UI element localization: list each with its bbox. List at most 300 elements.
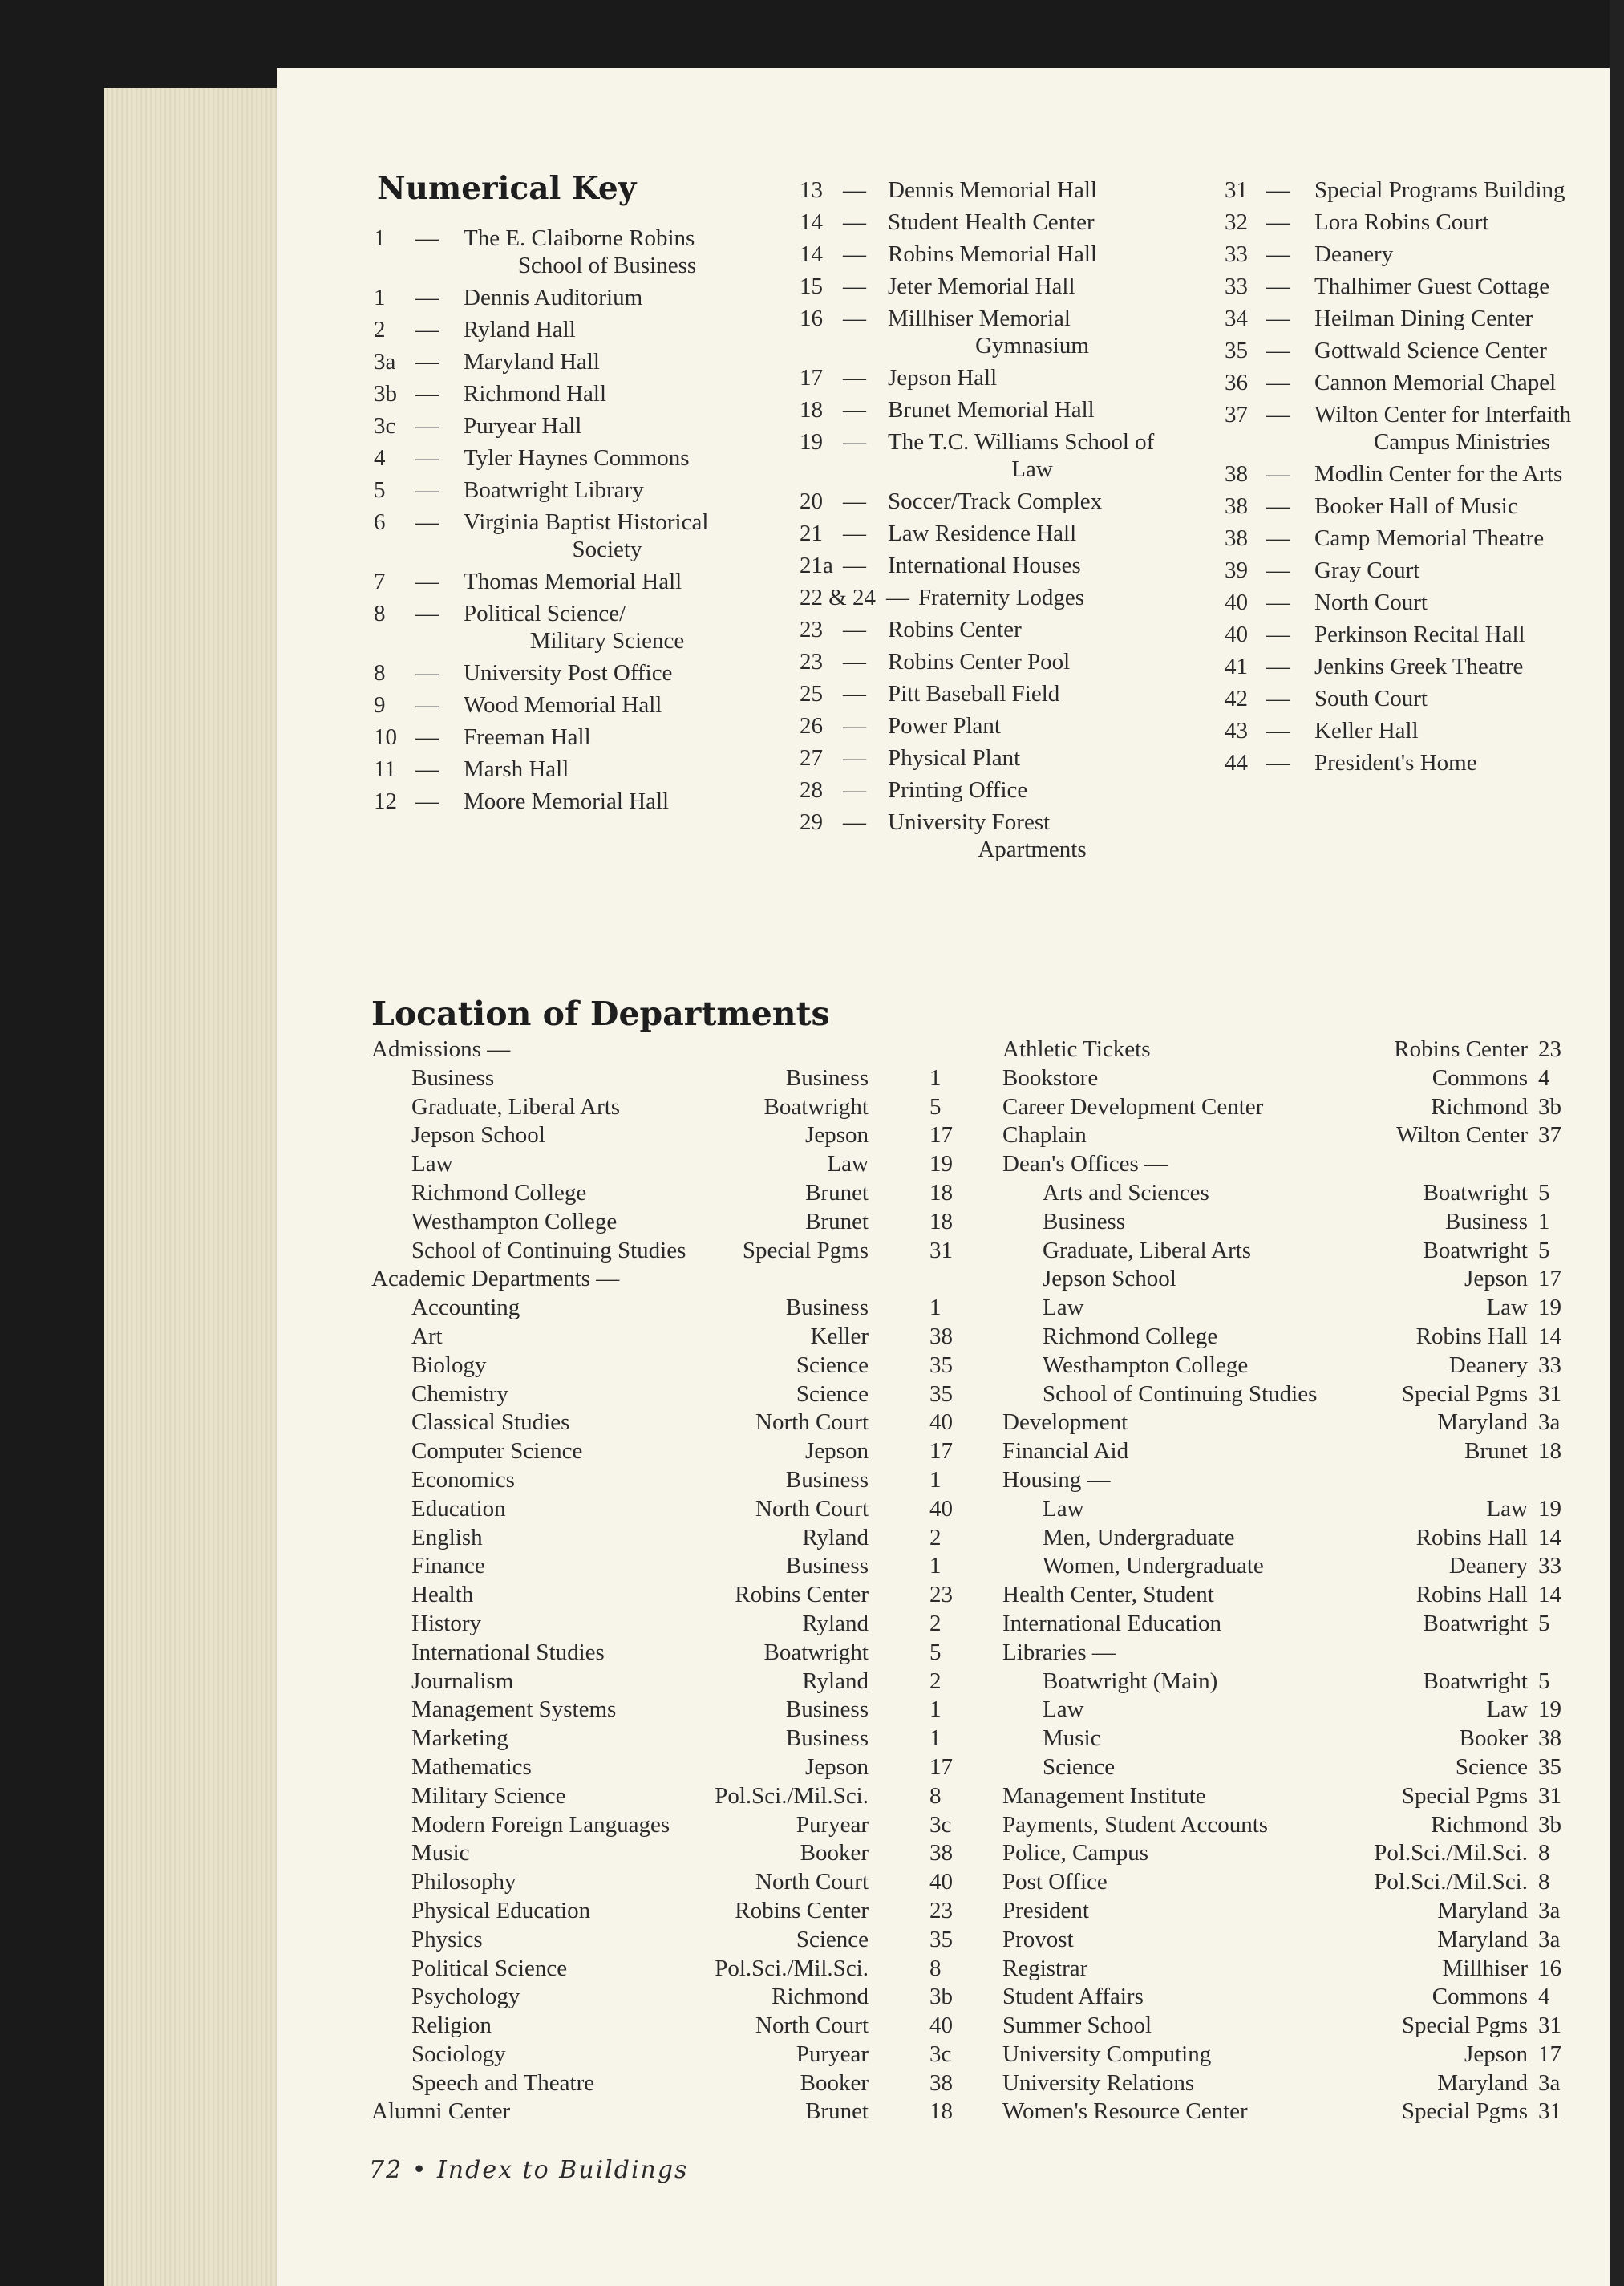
department-building-number: 40 <box>929 2012 953 2039</box>
key-dash: — <box>1266 274 1290 299</box>
department-name: Student Affairs <box>1002 1984 1144 2010</box>
department-row <box>1002 2012 1568 2041</box>
key-entry <box>800 485 1176 517</box>
department-name: Art <box>411 1323 443 1349</box>
department-name: Chemistry <box>411 1380 508 1407</box>
key-number: 21a <box>800 553 833 578</box>
key-number: 44 <box>1225 750 1248 776</box>
department-building-number: 19 <box>929 1151 953 1177</box>
department-name: School of Continuing Studies <box>411 1237 686 1263</box>
department-name: Accounting <box>411 1295 520 1321</box>
department-row <box>371 1639 966 1668</box>
department-building-number: 33 <box>1538 1352 1561 1378</box>
department-name: Chaplain <box>1002 1122 1087 1149</box>
department-building: Jepson <box>1464 2041 1528 2067</box>
key-dash: — <box>1266 686 1290 711</box>
key-entry <box>1225 399 1610 458</box>
key-dash: — <box>415 349 439 375</box>
key-entry <box>800 710 1176 742</box>
department-row <box>1002 1725 1568 1753</box>
key-number: 20 <box>800 488 823 514</box>
key-dash: — <box>415 788 439 814</box>
key-building-name-line: Deanery <box>1314 241 1394 267</box>
department-building: Boatwright <box>1423 1179 1528 1206</box>
department-row <box>371 2041 966 2069</box>
department-building-number: 40 <box>929 1869 953 1895</box>
department-row <box>1002 1524 1568 1553</box>
key-entry <box>1225 715 1610 747</box>
department-row <box>371 1811 966 1840</box>
department-building-number: 5 <box>929 1639 942 1665</box>
department-building-number: 35 <box>929 1352 953 1378</box>
department-building-number: 1 <box>929 1696 942 1723</box>
department-row <box>371 1725 966 1753</box>
key-entry <box>1225 270 1610 302</box>
department-name: Biology <box>411 1352 487 1378</box>
key-entry <box>800 394 1176 426</box>
department-building-number: 3c <box>929 1811 952 1838</box>
department-row <box>1002 2098 1568 2126</box>
department-name: Westhampton College <box>411 1208 618 1234</box>
key-entry <box>1225 302 1610 334</box>
department-building: Ryland <box>802 1610 869 1636</box>
department-building-number: 38 <box>929 2069 953 2096</box>
department-building: Keller <box>810 1323 869 1349</box>
department-building: Jepson <box>805 1122 869 1149</box>
key-entry <box>800 582 1176 614</box>
department-building-number: 16 <box>1538 1955 1561 1981</box>
key-number: 23 <box>800 617 823 642</box>
department-row <box>1002 1237 1568 1266</box>
key-building-name-line-2: Apartments <box>978 837 1087 862</box>
department-row <box>371 1036 966 1064</box>
department-building: North Court <box>755 1495 869 1522</box>
key-number: 36 <box>1225 370 1248 395</box>
department-building-number: 2 <box>929 1524 942 1550</box>
department-building-number: 23 <box>929 1897 953 1923</box>
key-number: 21 <box>800 521 823 546</box>
department-name: International Education <box>1002 1610 1221 1636</box>
department-building: Law <box>1486 1696 1528 1723</box>
department-building: Commons <box>1432 1984 1528 2010</box>
key-entry <box>800 549 1176 582</box>
key-dash: — <box>415 225 439 251</box>
department-building: Special Pgms <box>1401 2012 1528 2039</box>
department-name: Economics <box>411 1466 515 1493</box>
department-name: Boatwright (Main) <box>1043 1668 1218 1694</box>
key-number: 14 <box>800 209 823 235</box>
department-building: Deanery <box>1448 1553 1528 1579</box>
department-building-number: 17 <box>929 1753 953 1780</box>
department-building: Robins Center <box>735 1897 869 1923</box>
department-row <box>371 1352 966 1380</box>
department-name: Mathematics <box>411 1753 532 1780</box>
department-building-number: 5 <box>1538 1179 1550 1206</box>
department-building: Robins Center <box>735 1582 869 1608</box>
department-row <box>371 2098 966 2126</box>
key-dash: — <box>843 306 866 331</box>
department-name: Financial Aid <box>1002 1438 1129 1465</box>
key-number: 42 <box>1225 686 1248 711</box>
key-building-name-line: Cannon Memorial Chapel <box>1314 370 1557 395</box>
department-building: Boatwright <box>1423 1237 1528 1263</box>
department-row <box>371 1466 966 1495</box>
key-entry <box>1225 618 1610 651</box>
key-number: 1 <box>374 225 386 251</box>
key-building-name-line-2: School of Business <box>517 253 697 278</box>
key-number: 1 <box>374 285 386 310</box>
key-building-name-line: North Court <box>1314 590 1428 615</box>
department-building-number: 19 <box>1538 1696 1561 1723</box>
department-building: Ryland <box>802 1524 869 1550</box>
key-dash: — <box>1266 338 1290 363</box>
key-building-name-line: Jenkins Greek Theatre <box>1314 654 1524 679</box>
department-row <box>371 1495 966 1524</box>
department-row <box>371 1668 966 1696</box>
key-number: 37 <box>1225 402 1248 428</box>
key-dash: — <box>1266 461 1290 487</box>
key-number: 4 <box>374 445 386 471</box>
department-row <box>371 1237 966 1266</box>
key-dash: — <box>415 317 439 342</box>
department-building-number: 23 <box>929 1582 953 1608</box>
key-dash: — <box>1266 557 1290 583</box>
department-building: Brunet <box>805 1179 869 1206</box>
department-row <box>371 1955 966 1984</box>
key-dash: — <box>415 413 439 439</box>
key-entry <box>800 517 1176 549</box>
department-building: Wilton Center <box>1396 1122 1528 1149</box>
key-building-name-line: Puryear Hall <box>464 413 582 439</box>
key-entry <box>374 657 751 689</box>
numerical-key-column-1 <box>374 222 751 817</box>
department-row <box>1002 1064 1568 1093</box>
department-building: Pol.Sci./Mil.Sci. <box>1374 1840 1528 1866</box>
key-entry <box>1225 522 1610 554</box>
department-name: History <box>411 1610 481 1636</box>
key-building-name-line: The E. Claiborne Robins <box>464 225 695 251</box>
key-building-name-line: Lora Robins Court <box>1314 209 1489 235</box>
key-building-name-line: Jeter Memorial Hall <box>888 274 1075 299</box>
key-entry <box>1225 238 1610 270</box>
department-name: Management Institute <box>1002 1782 1206 1809</box>
key-building-name-line: Keller Hall <box>1314 718 1419 744</box>
department-name: Housing — <box>1002 1466 1111 1493</box>
department-building-number: 17 <box>1538 1266 1561 1292</box>
department-building-number: 8 <box>929 1782 942 1809</box>
key-entry <box>374 565 751 598</box>
department-name: Journalism <box>411 1668 514 1694</box>
department-name: Libraries — <box>1002 1639 1116 1665</box>
department-name: Management Systems <box>411 1696 617 1723</box>
key-entry <box>800 774 1176 806</box>
key-dash: — <box>843 553 866 578</box>
department-building: Boatwright <box>763 1093 869 1120</box>
key-number: 18 <box>800 397 823 423</box>
department-name: International Studies <box>411 1639 605 1665</box>
key-entry <box>800 206 1176 238</box>
department-building-number: 1 <box>1538 1208 1550 1234</box>
key-building-name-line: Gottwald Science Center <box>1314 338 1547 363</box>
department-row <box>1002 2069 1568 2098</box>
department-name: Speech and Theatre <box>411 2069 595 2096</box>
department-building-number: 8 <box>1538 1869 1550 1895</box>
key-dash: — <box>1266 306 1290 331</box>
key-dash: — <box>843 649 866 675</box>
department-building: Boatwright <box>1423 1610 1528 1636</box>
department-name: Sociology <box>411 2041 506 2067</box>
key-building-name-line: Printing Office <box>888 777 1028 803</box>
key-entry <box>800 614 1176 646</box>
key-building-name-line: University Forest <box>888 809 1051 835</box>
key-entry <box>800 742 1176 774</box>
key-dash: — <box>415 692 439 718</box>
department-building: North Court <box>755 2012 869 2039</box>
key-number: 22 & 24 <box>800 585 877 610</box>
department-building-number: 3c <box>929 2041 952 2067</box>
department-building: Brunet <box>805 2098 869 2125</box>
key-building-name-line-2: Law <box>1011 456 1053 482</box>
key-entry <box>374 721 751 753</box>
key-building-name-line: Virginia Baptist Historical <box>464 509 709 535</box>
key-dash: — <box>1266 241 1290 267</box>
department-building-number: 3a <box>1538 1897 1561 1923</box>
key-entry <box>1225 651 1610 683</box>
key-number: 8 <box>374 660 386 686</box>
department-name: Modern Foreign Languages <box>411 1811 670 1838</box>
department-name: School of Continuing Studies <box>1043 1380 1318 1407</box>
department-row <box>371 1437 966 1466</box>
key-number: 12 <box>374 788 397 814</box>
department-building: Ryland <box>802 1668 869 1694</box>
department-building-number: 14 <box>1538 1582 1561 1608</box>
department-building: Robins Hall <box>1415 1582 1528 1608</box>
key-entry <box>374 785 751 817</box>
department-row <box>371 1897 966 1926</box>
department-building: Law <box>1486 1495 1528 1522</box>
department-building: Booker <box>1459 1725 1528 1752</box>
key-dash: — <box>843 777 866 803</box>
key-dash: — <box>843 713 866 739</box>
department-building-number: 40 <box>929 1409 953 1436</box>
department-name: University Relations <box>1002 2069 1195 2096</box>
department-name: Music <box>411 1840 470 1866</box>
page-footer: 72 • Index to Buildings <box>369 2156 689 2184</box>
department-name: Law <box>411 1151 453 1177</box>
key-number: 38 <box>1225 525 1248 551</box>
department-row <box>371 1926 966 1955</box>
department-row <box>371 1782 966 1811</box>
key-building-name-line: Pitt Baseball Field <box>888 681 1060 707</box>
key-number: 27 <box>800 745 823 771</box>
key-entry <box>374 282 751 314</box>
key-entry <box>374 689 751 721</box>
department-name: Admissions — <box>371 1036 511 1062</box>
key-entry <box>374 753 751 785</box>
key-building-name-line: Maryland Hall <box>464 349 600 375</box>
department-row <box>371 1208 966 1237</box>
department-row <box>1002 1466 1568 1495</box>
department-row <box>1002 1294 1568 1323</box>
department-name: Dean's Offices — <box>1002 1151 1168 1177</box>
key-entry <box>1225 683 1610 715</box>
key-entry <box>1225 334 1610 367</box>
department-row <box>371 1380 966 1409</box>
key-number: 2 <box>374 317 386 342</box>
key-number: 38 <box>1225 461 1248 487</box>
key-building-name-line: Moore Memorial Hall <box>464 788 670 814</box>
department-name: Health <box>411 1582 474 1608</box>
department-name: Richmond College <box>411 1179 587 1206</box>
key-number: 14 <box>800 241 823 267</box>
department-building-number: 2 <box>929 1668 942 1694</box>
department-name: Finance <box>411 1553 485 1579</box>
department-row <box>1002 1495 1568 1524</box>
department-building: North Court <box>755 1869 869 1895</box>
department-row <box>1002 1811 1568 1840</box>
key-entry <box>374 474 751 506</box>
department-building-number: 17 <box>929 1122 953 1149</box>
numerical-key-column-2 <box>800 174 1176 865</box>
key-entry <box>1225 747 1610 779</box>
department-building: Richmond <box>1431 1811 1528 1838</box>
key-number: 33 <box>1225 241 1248 267</box>
department-row <box>371 1179 966 1208</box>
department-building-number: 4 <box>1538 1984 1550 2010</box>
key-dash: — <box>415 285 439 310</box>
department-building: Millhiser <box>1442 1955 1528 1981</box>
key-number: 3a <box>374 349 396 375</box>
key-number: 6 <box>374 509 386 535</box>
key-dash: — <box>843 617 866 642</box>
department-row <box>1002 1552 1568 1581</box>
key-dash: — <box>843 681 866 707</box>
department-row <box>371 1552 966 1581</box>
key-building-name-line: Student Health Center <box>888 209 1095 235</box>
key-building-name-line: Dennis Memorial Hall <box>888 177 1097 203</box>
key-building-name-line: Wood Memorial Hall <box>464 692 662 718</box>
department-row <box>1002 1179 1568 1208</box>
department-row <box>1002 1208 1568 1237</box>
key-building-name-line: Robins Memorial Hall <box>888 241 1097 267</box>
department-row <box>371 2012 966 2041</box>
department-building-number: 3a <box>1538 1926 1561 1952</box>
key-dash: — <box>1266 750 1290 776</box>
key-dash: — <box>1266 370 1290 395</box>
department-building: Special Pgms <box>742 1237 869 1263</box>
department-building: Maryland <box>1437 1409 1528 1436</box>
department-name: Academic Departments — <box>371 1266 620 1292</box>
department-building-number: 35 <box>929 1926 953 1952</box>
key-number: 23 <box>800 649 823 675</box>
department-building: Brunet <box>1464 1438 1528 1465</box>
department-name: President <box>1002 1897 1089 1923</box>
key-dash: — <box>415 509 439 535</box>
department-building: Jepson <box>805 1753 869 1780</box>
department-building: Richmond <box>1431 1093 1528 1120</box>
key-dash: — <box>843 745 866 771</box>
key-building-name-line-2: Society <box>572 537 642 562</box>
department-row <box>371 1581 966 1610</box>
department-building: Business <box>1444 1208 1528 1234</box>
department-building-number: 38 <box>929 1323 953 1349</box>
department-name: Military Science <box>411 1782 566 1809</box>
department-row <box>1002 1437 1568 1466</box>
department-building: Business <box>785 1064 869 1091</box>
department-row <box>371 1408 966 1437</box>
key-dash: — <box>1266 402 1290 428</box>
department-row <box>1002 1323 1568 1352</box>
department-row <box>371 1610 966 1639</box>
key-entry <box>800 678 1176 710</box>
department-building: Boatwright <box>1423 1668 1528 1694</box>
department-building: Booker <box>800 2069 869 2096</box>
department-building: Special Pgms <box>1401 2098 1528 2125</box>
department-row <box>371 1983 966 2012</box>
department-building-number: 8 <box>1538 1840 1550 1866</box>
department-building-number: 37 <box>1538 1122 1561 1149</box>
department-building-number: 14 <box>1538 1323 1561 1349</box>
key-building-name-line: The T.C. Williams School of <box>888 429 1155 455</box>
key-number: 40 <box>1225 622 1248 647</box>
key-building-name-line-2: Campus Ministries <box>1374 429 1550 455</box>
department-name: Bookstore <box>1002 1064 1099 1091</box>
department-building: Puryear <box>796 1811 869 1838</box>
department-row <box>1002 1093 1568 1122</box>
key-building-name-line: Perkinson Recital Hall <box>1314 622 1525 647</box>
department-name: Law <box>1043 1295 1084 1321</box>
department-name: Law <box>1043 1495 1084 1522</box>
book-cover-edge <box>1610 0 1624 2286</box>
department-building-number: 2 <box>929 1610 942 1636</box>
department-building-number: 1 <box>929 1725 942 1752</box>
department-building: Brunet <box>805 1208 869 1234</box>
department-row <box>1002 1265 1568 1294</box>
department-name: Post Office <box>1002 1869 1108 1895</box>
key-number: 15 <box>800 274 823 299</box>
department-building-number: 4 <box>1538 1064 1550 1091</box>
key-number: 13 <box>800 177 823 203</box>
department-building: Business <box>785 1696 869 1723</box>
department-name: Career Development Center <box>1002 1093 1264 1120</box>
department-name: Religion <box>411 2012 492 2039</box>
key-dash: — <box>843 488 866 514</box>
department-building-number: 38 <box>929 1840 953 1866</box>
department-name: English <box>411 1524 483 1550</box>
department-building: Science <box>796 1926 869 1952</box>
department-name: Provost <box>1002 1926 1074 1952</box>
key-number: 43 <box>1225 718 1248 744</box>
department-building-number: 38 <box>1538 1725 1561 1752</box>
department-row <box>1002 1696 1568 1725</box>
department-row <box>1002 1926 1568 1955</box>
department-building-number: 31 <box>929 1237 953 1263</box>
department-row <box>1002 1639 1568 1668</box>
department-building: Boatwright <box>763 1639 869 1665</box>
key-building-name-line: Robins Center Pool <box>888 649 1071 675</box>
department-building: Business <box>785 1725 869 1752</box>
book-page-edges <box>104 88 289 2286</box>
key-building-name-line: Tyler Haynes Commons <box>464 445 690 471</box>
key-building-name-line: South Court <box>1314 686 1428 711</box>
key-number: 7 <box>374 569 386 594</box>
department-building: Robins Hall <box>1415 1524 1528 1550</box>
department-building-number: 3a <box>1538 1409 1561 1436</box>
key-building-name-line: Wilton Center for Interfaith <box>1314 402 1572 428</box>
department-building: Maryland <box>1437 2069 1528 2096</box>
key-building-name-line: Camp Memorial Theatre <box>1314 525 1545 551</box>
key-building-name-line: Brunet Memorial Hall <box>888 397 1095 423</box>
